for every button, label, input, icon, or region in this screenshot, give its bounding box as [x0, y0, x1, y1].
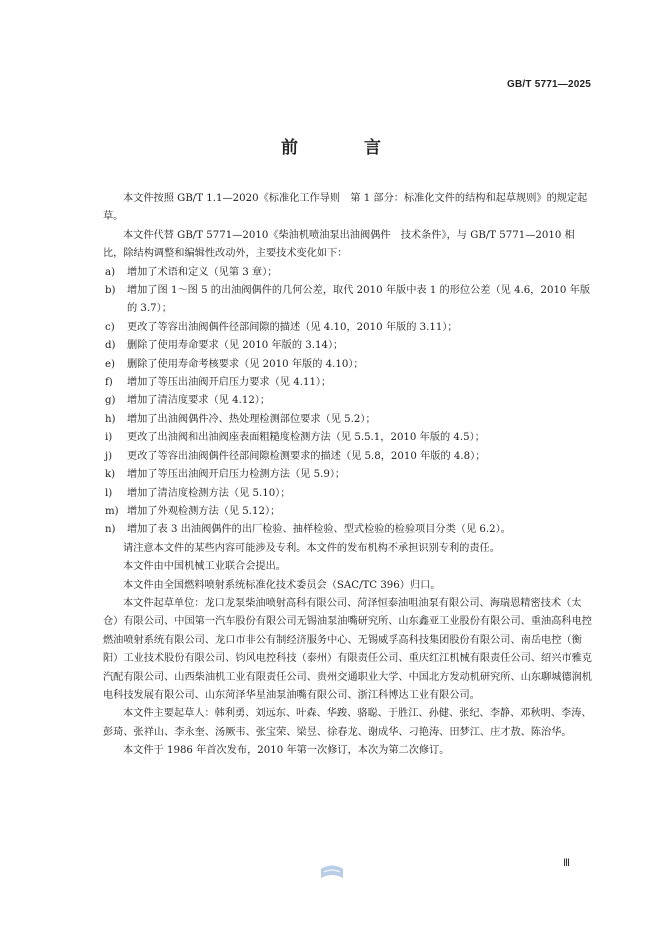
list-item [103, 485, 592, 503]
publisher-logo-icon [320, 864, 344, 880]
list-item [103, 282, 592, 319]
list-item [103, 521, 592, 539]
paragraph-scope: 本文件按照 GB/T 1.1—2020《标准化工作导则 第 1 部分：标准化文件的结构和起草规则》的规定起草。 [103, 193, 588, 223]
list-item-text: 增加了图 1～图 5 的出油阀偶件的几何公差，取代 2010 年版中表 1 的形位公差（见 4.6，2010 年版的 3.7）； [127, 285, 591, 315]
list-item-label: j) [105, 450, 113, 462]
list-item [103, 466, 592, 484]
list-item-text: 删除了使用寿命要求（见 2010 年版的 3.14）； [127, 340, 344, 352]
list-item-label: b) [105, 285, 116, 297]
list-item-label: k) [105, 469, 116, 481]
paragraph-patent-notice: 请注意本文件的某些内容可能涉及专利。本文件的发布机构不承担识别专利的责任。 [123, 542, 500, 554]
paragraph-drafters: 本文件主要起草人：韩利勇、刘远东、叶森、华踆、骆聪、于胜江、孙健、张纪、李静、邓秋明、李涛、彭琦、张祥山、李永奎、汤厥韦、张宝荣、梁昱、徐春龙、谢成华、刁艳涛、田梦江、庄才敖、陈治华。 [103, 708, 592, 738]
page-title: 前 言 [281, 138, 411, 158]
standard-code: GB/T 5771—2025 [507, 79, 591, 90]
list-item [103, 356, 592, 374]
list-item-label: a) [105, 266, 116, 278]
list-item-text: 增加了外观检测方法（见 5.12）； [127, 505, 281, 517]
list-item-text: 更改了等容出油阀偶件径部间隙检测要求的描述（见 5.8，2010 年版的 4.8）； [127, 450, 486, 462]
list-item-text: 更改了出油阀和出油阀座表面粗糙度检测方法（见 5.5.1，2010 年版的 4.5）； [127, 432, 485, 444]
list-item-text: 增加了等压出油阀开启压力要求（见 4.11）； [127, 377, 332, 389]
list-item [103, 319, 592, 337]
list-item [103, 429, 592, 447]
list-item-label: g) [105, 395, 116, 407]
list-item [103, 411, 592, 429]
list-item [103, 337, 592, 355]
foreword-body [103, 190, 592, 761]
list-item-text: 增加了表 3 出油阀偶件的出厂检验、抽样检验、型式检验的检验项目分类（见 6.2）。 [127, 524, 511, 536]
list-item-label: h) [105, 413, 116, 425]
list-item-label: f) [105, 377, 113, 389]
paragraph-proposer: 本文件由中国机械工业联合会提出。 [123, 561, 286, 573]
list-item-text: 增加了清洁度检测方法（见 5.10）； [127, 487, 291, 499]
list-item-label: c) [105, 321, 115, 333]
list-item [103, 264, 592, 282]
paragraph-committee: 本文件由全国燃料喷射系统标准化技术委员会（SAC/TC 396）归口。 [123, 579, 441, 591]
list-item-label: d) [105, 340, 116, 352]
list-item-label: e) [105, 358, 116, 370]
paragraph-drafting-units: 本文件起草单位：龙口龙泵柴油喷射高科有限公司、菏泽恒泰油咀油泵有限公司、海瑞恩精密技术（太仓）有限公司、中国第一汽车股份有限公司无锡油泵油嘴研究所、山东鑫亚工业股份有限公司、重油高科电控燃油喷射系统有限公司、龙口市非公有制经济服务中心、无锡威孚高科技集团股份有限公司、南岳电控（衡阳）工业技术股份有限公司、钧风电控科技（泰州）有限责任公司、重庆红江机械有限责任公司、绍兴市雅克汽配有限公司、山西柴油机工业有限责任公司、贵州交通职业大学、中国北方发动机研究所、山东聊城德润机电科技发展有限公司、山东菏泽华星油泵油嘴有限公司、浙江科博达工业有限公司。 [103, 597, 592, 701]
list-item-text: 增加了术语和定义（见第 3 章）； [127, 266, 278, 278]
list-item-label: n) [105, 524, 116, 536]
list-item-label: m) [105, 505, 119, 517]
list-item-label: i) [105, 432, 113, 444]
list-item [103, 374, 592, 392]
changes-list [103, 264, 592, 540]
list-item-text: 删除了使用寿命考核要求（见 2010 年版的 4.10）； [127, 358, 364, 370]
page-number: Ⅲ [563, 858, 570, 869]
list-item [103, 448, 592, 466]
list-item-text: 增加了出油阀偶件冷、热处理检测部位要求（见 5.2）； [127, 413, 376, 425]
list-item-label: l) [105, 487, 113, 499]
list-item [103, 392, 592, 410]
paragraph-history: 本文件于 1986 年首次发布，2010 年第一次修订，本次为第二次修订。 [123, 745, 450, 757]
list-item-text: 更改了等容出油阀偶件径部间隙的描述（见 4.10，2010 年版的 3.11）； [127, 321, 458, 333]
list-item [103, 503, 592, 521]
paragraph-replaces: 本文件代替 GB/T 5771—2010《柴油机喷油泵出油阀偶件 技术条件》，与 GB/T 5771—2010 相比，除结构调整和编辑性改动外，主要技术变化如下： [103, 229, 575, 260]
list-item-text: 增加了清洁度要求（见 4.12）； [127, 395, 271, 407]
list-item-text: 增加了等压出油阀开启压力检测方法（见 5.9）； [127, 469, 346, 481]
